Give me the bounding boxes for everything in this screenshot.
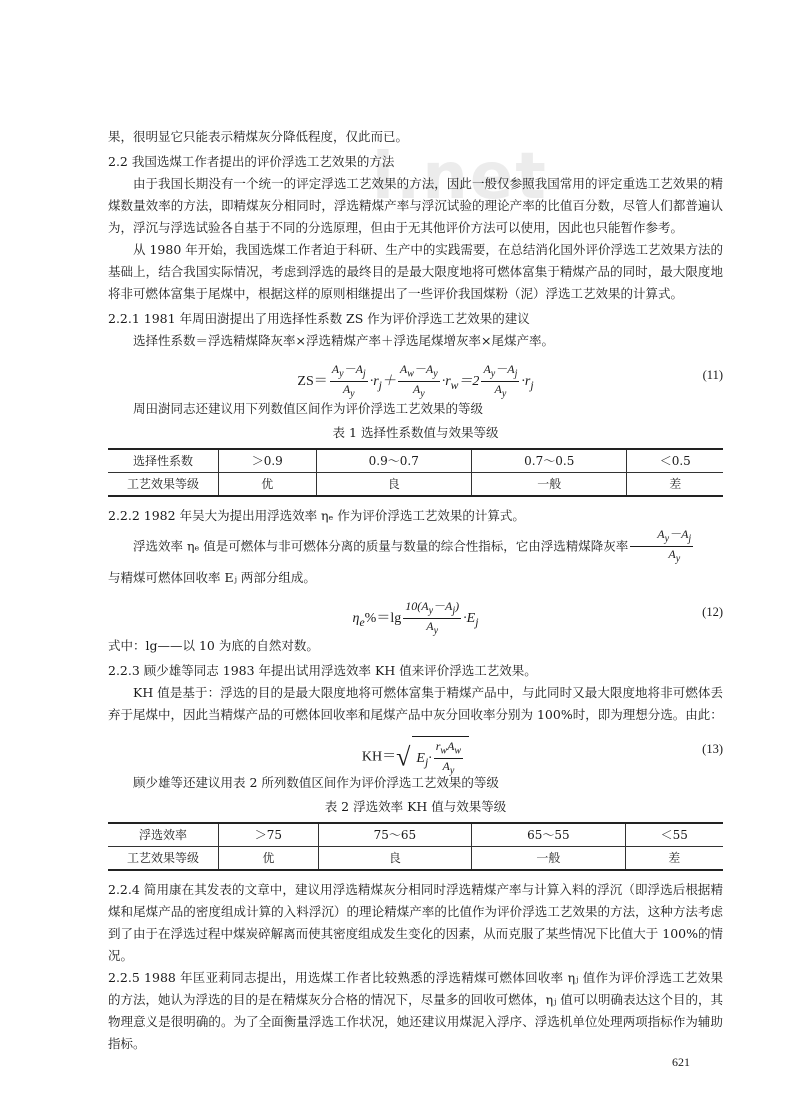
table-row [108, 846, 723, 870]
equation-13-number: (13) [702, 741, 723, 756]
table-cell: 良 [316, 473, 471, 497]
inline-fraction: $\frac{A_y-A_j}{A_y}$ [630, 527, 693, 567]
table-cell: 差 [627, 473, 723, 497]
equation-13 [108, 730, 723, 777]
table-2 [108, 822, 723, 871]
table-row [108, 449, 723, 473]
watermark-logo: i.net [372, 140, 548, 214]
equation-12 [108, 593, 723, 637]
page-number: 621 [672, 1055, 690, 1069]
equation-11-formula: ZS＝ $\frac{A_y-A_j}{A_y}$ $\cdot r_j+$ $\frac{A_w-A_y}{A_y}$ $\cdot r_w=2$ $\frac{A_y-A_j}{A_y}$ $\cdot r_j$ [297, 362, 534, 400]
paragraph-2: 从 1980 年开始，我国选煤工作者迫于科研、生产中的实践需要，在总结消化国外评价浮选工艺效果方法的基础上，结合我国实际情况，考虑到浮选的最终目的是最大限度地将可燃体富集于精煤产品的同时，最大限度地将非可燃体富集于尾煤中，根据这样的原则相继提出了一些评价我国煤粉（泥）浮选工艺效果的计算式。 [108, 242, 723, 301]
table-cell: 75～65 [318, 823, 471, 847]
paragraph-5b: 与精煤可燃体回收率 Eⱼ 两部分组成。 [108, 569, 316, 585]
table-row [108, 473, 723, 497]
paragraph-1: 由于我国长期没有一个统一的评定浮选工艺效果的方法，因此一般仅参照我国常用的评定重选工艺效果的精煤数量效率的方法，即精煤灰分相同时，浮选精煤产率与浮沉试验的理论产率的比值百分数，尽管人们都普遍认为，浮沉与浮选试验各自基于不同的分选原理，但由于无其他评价方法可以使用，因此也只能暂作参考。 [108, 176, 723, 235]
table-cell: 一般 [472, 846, 625, 870]
paragraph-3: 选择性系数＝浮选精煤降灰率×浮选精煤产率＋浮选尾煤增灰率×尾煤产率。 [133, 333, 554, 348]
section-heading-2-2-2: 2.2.2 1982 年吴大为提出用浮选效率 ηₑ 作为评价浮选工艺效果的计算式。 [108, 508, 525, 523]
table-cell: 浮选效率 [108, 823, 219, 847]
table-cell: 0.9～0.7 [316, 449, 471, 473]
paragraph-9: 2.2.4 简用康在其发表的文章中，建议用浮选精煤灰分相同时浮选精煤产率与计算入料的浮沉（即浮选后根据精煤和尾煤产品的密度组成计算的入料浮沉）的理论精煤产率的比值作为评价浮选工艺效果的方法，这种方法考虑到了由于在浮选过程中煤炭碎解离而使其密度组成发生变化的因素，从而克服了某些情况下比值大于 100%的情况。 [108, 881, 723, 963]
equation-11-number: (11) [702, 368, 723, 382]
equation-12-formula: $\eta_e\%=\lg$ $\frac{10(A_y-A_j)}{A_y}$ $\cdot E_j$ [352, 598, 479, 637]
table-cell: ＜0.5 [627, 449, 723, 473]
paragraph-4: 周田澍同志还建议用下列数值区间作为评价浮选工艺效果的等级 [133, 401, 484, 416]
table-cell: 优 [219, 473, 317, 497]
table-cell: 差 [625, 846, 723, 870]
section-heading-2-2: 2.2 我国选煤工作者提出的评价浮选工艺效果的方法 [108, 154, 395, 169]
table-1 [108, 448, 723, 497]
table-cell: 工艺效果等级 [108, 473, 219, 497]
equation-11 [108, 356, 723, 400]
section-heading-2-2-1: 2.2.1 1981 年周田澍提出了用选择性系数 ZS 作为评价浮选工艺效果的建议 [108, 311, 530, 326]
table-cell: 工艺效果等级 [108, 846, 219, 870]
equation-13-formula: KH＝√ $E_j\cdot$ $\frac{r_wA_w}{A_y}$ [108, 736, 723, 779]
paragraph-5a: 浮选效率 ηₑ 值是可燃体与非可燃体分离的质量与数量的综合性指标，它由浮选精煤降灰率 $\frac{A_y-A_j}{A_y}$ [133, 527, 692, 565]
paragraph-10: 2.2.5 1988 年匡亚莉同志提出，用选煤工作者比较熟悉的浮选精煤可燃体回收率 ηⱼ 值作为评价浮选工艺效果的方法，她认为浮选的目的是在精煤灰分合格的情况下，尽量多的回收可燃体，ηⱼ 值可以明确表达这个目的，其物理意义是很明确的。为了全面衡量浮选工作状况，她还建议用煤泥入浮序、浮选机单位处理两项指标作为辅助指标。 [108, 969, 723, 1051]
paragraph-7: KH 值是基于：浮选的目的是最大限度地将可燃体富集于精煤产品中，与此同时又最大限度地将非可燃体丢弃于尾煤中，因此当精煤产品的可燃体回收率和尾煤产品中灰分回收率分别为 100%时，即为理想分选。由此： [108, 684, 723, 722]
paragraph-8: 顾少雄等还建议用表 2 所列数值区间作为评价浮选工艺效果的等级 [133, 774, 499, 790]
page-content [108, 126, 723, 1055]
table-2-caption: 表 2 浮选效率 KH 值与效果等级 [324, 798, 507, 814]
table-cell: 优 [219, 846, 319, 870]
table-1-caption: 表 1 选择性系数值与效果等级 [332, 425, 499, 440]
table-cell: 0.7～0.5 [472, 449, 627, 473]
paragraph-6: 式中：lg——以 10 为底的自然对数。 [108, 637, 319, 653]
table-cell: 一般 [472, 473, 627, 497]
table-cell: ＞75 [219, 823, 319, 847]
table-cell: ＜55 [625, 823, 723, 847]
paragraph-0: 果，很明显它只能表示精煤灰分降低程度，仅此而已。 [108, 129, 409, 144]
table-row [108, 823, 723, 847]
section-heading-2-2-3: 2.2.3 顾少雄等同志 1983 年提出试用浮选效率 KH 值来评价浮选工艺效果。 [108, 662, 537, 678]
table-cell: 选择性系数 [108, 449, 219, 473]
table-cell: 良 [318, 846, 471, 870]
table-cell: ＞0.9 [219, 449, 317, 473]
table-cell: 65～55 [472, 823, 625, 847]
equation-12-number: (12) [702, 604, 723, 619]
